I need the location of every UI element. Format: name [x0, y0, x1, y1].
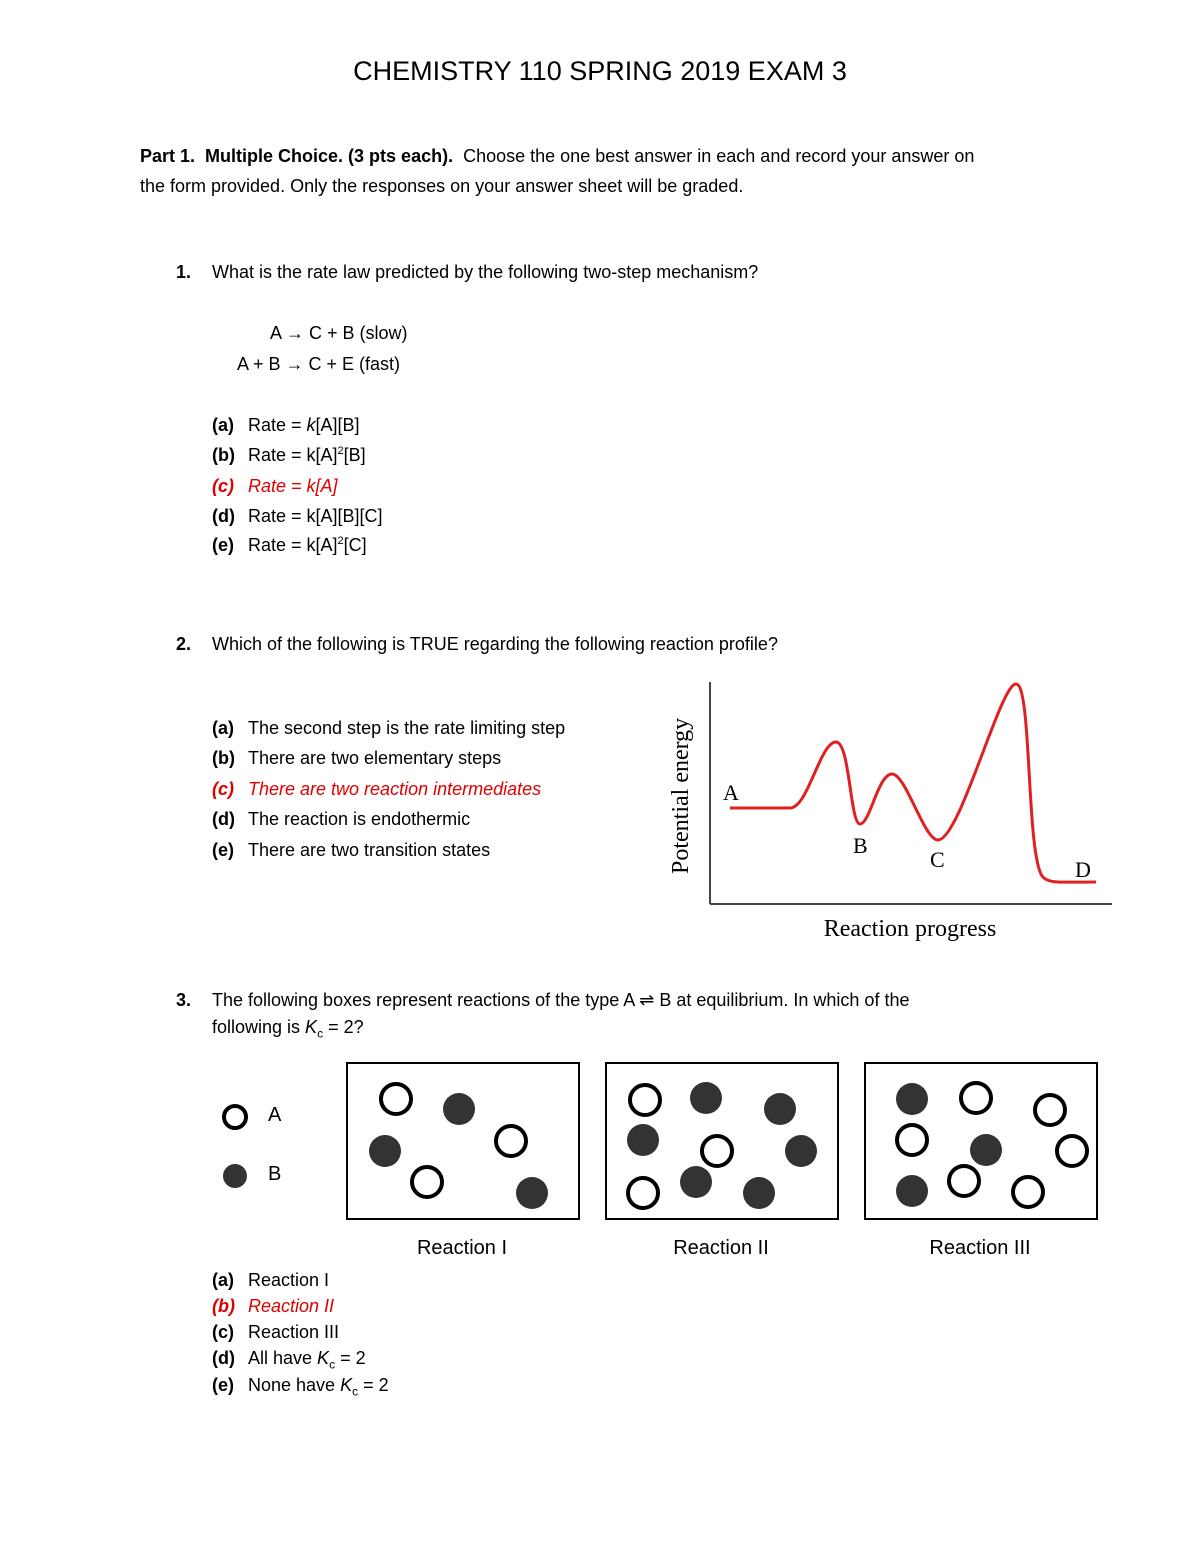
option-label: (d): [212, 1348, 235, 1368]
q2-number: 2.: [176, 634, 192, 654]
q3-text-line1: The following boxes represent reactions of the type A ⇌ B at equilibrium. In which of the: [212, 990, 910, 1010]
q3-number: 3.: [176, 990, 192, 1010]
particle-a: [1013, 1177, 1043, 1207]
q1-option-e[interactable]: (e) Rate = $k[A]^2[C]$: [212, 535, 367, 555]
q1-option-b[interactable]: (b) Rate = $k[A]^2[B]$: [212, 445, 366, 465]
option-label: (c): [212, 779, 234, 799]
point-label-c: C: [930, 847, 945, 872]
q1-number: 1.: [176, 262, 192, 282]
y-axis-label: Potential energy: [668, 717, 694, 874]
reaction-box-3: [864, 1062, 1098, 1220]
q1-mechanism-step2: A + B → C + E (fast): [237, 354, 401, 374]
particle-b: [627, 1124, 659, 1156]
particle-legend: [215, 1095, 315, 1195]
point-label-b: B: [853, 833, 868, 858]
reaction-profile-diagram: [660, 672, 1120, 952]
part-instructions: [140, 141, 1100, 201]
q3-option-c[interactable]: (c) Reaction III: [212, 1322, 340, 1342]
option-label: (b): [212, 1296, 235, 1316]
energy-curve: [730, 684, 1096, 882]
legend-a-label: A: [268, 1104, 282, 1126]
particle-a: [949, 1166, 979, 1196]
part-label: Part 1.: [140, 146, 196, 166]
q3-option-d[interactable]: (d) All have $K_c = 2$: [212, 1348, 366, 1372]
particle-a: [381, 1084, 411, 1114]
q2-option-d[interactable]: (d) The reaction is endothermic: [212, 809, 471, 829]
option-label: (b): [212, 445, 235, 465]
legend-b-dot-icon: [223, 1164, 247, 1188]
particle-b: [896, 1175, 928, 1207]
option-label: (b): [212, 748, 235, 768]
q2-text: Which of the following is TRUE regarding the following reaction profile?: [212, 634, 778, 654]
x-axis-label: Reaction progress: [823, 916, 997, 942]
particle-a: [702, 1136, 732, 1166]
particle-b: [443, 1093, 475, 1125]
particle-a: [1035, 1095, 1065, 1125]
q2-option-b[interactable]: (b) There are two elementary steps: [212, 748, 502, 768]
particle-a: [412, 1167, 442, 1197]
option-label: (a): [212, 415, 234, 435]
particle-a: [1057, 1136, 1087, 1166]
particle-b: [896, 1083, 928, 1115]
particle-b: [743, 1177, 775, 1209]
option-label: (c): [212, 1322, 234, 1342]
particle-a: [630, 1085, 660, 1115]
instructions-line2: the form provided. Only the responses on your answer sheet will be graded.: [140, 176, 744, 196]
q3-option-a[interactable]: (a) Reaction I: [212, 1270, 330, 1290]
particle-b: [764, 1093, 796, 1125]
option-label: (c): [212, 476, 234, 496]
particle-a: [628, 1178, 658, 1208]
q1-text: What is the rate law predicted by the following two-step mechanism?: [212, 262, 759, 282]
legend-a-circle-icon: [224, 1106, 246, 1128]
q3-option-e[interactable]: (e) None have $K_c = 2$: [212, 1375, 389, 1399]
q2-option-e[interactable]: (e) There are two transition states: [212, 840, 491, 860]
q1-option-c[interactable]: (c) Rate = k[A]: [212, 476, 338, 496]
instructions-line1: Choose the one best answer in each and record your answer on: [463, 146, 975, 166]
point-label-a: A: [723, 780, 739, 805]
reaction-box-2: [605, 1062, 839, 1220]
q1-mechanism-step1: A → C + B (slow): [270, 323, 408, 343]
option-label: (e): [212, 1375, 234, 1395]
particle-b: [369, 1135, 401, 1167]
reaction-label-2: Reaction II: [673, 1237, 769, 1259]
q1-option-a[interactable]: (a) Rate = k[A][B]: [212, 415, 360, 435]
q2-option-a[interactable]: (a) The second step is the rate limiting step: [212, 718, 566, 738]
q3-option-b[interactable]: (b) Reaction II: [212, 1296, 335, 1316]
q1-option-d[interactable]: (d) Rate = k[A][B][C]: [212, 506, 383, 526]
particle-a: [897, 1125, 927, 1155]
reaction-box-1: [346, 1062, 580, 1220]
particle-a: [496, 1126, 526, 1156]
q2-option-c[interactable]: (c) There are two reaction intermediates: [212, 779, 542, 799]
q3-text-line2: following is $K_c = 2$?: [212, 1017, 364, 1041]
part-heading: Multiple Choice. (3 pts each).: [205, 146, 454, 166]
particle-b: [785, 1135, 817, 1167]
option-label: (d): [212, 809, 235, 829]
option-label: (a): [212, 1270, 234, 1290]
option-label: (a): [212, 718, 234, 738]
option-label: (e): [212, 840, 234, 860]
particle-b: [970, 1134, 1002, 1166]
legend-b-label: B: [268, 1163, 282, 1185]
particle-b: [680, 1166, 712, 1198]
reaction-label-3: Reaction III: [929, 1237, 1031, 1259]
particle-a: [961, 1083, 991, 1113]
particle-b: [516, 1177, 548, 1209]
option-label: (e): [212, 535, 234, 555]
point-label-d: D: [1075, 857, 1091, 882]
option-label: (d): [212, 506, 235, 526]
particle-b: [690, 1082, 722, 1114]
reaction-label-1: Reaction I: [416, 1237, 508, 1259]
page-title: CHEMISTRY 110 SPRING 2019 EXAM 3: [353, 56, 847, 86]
